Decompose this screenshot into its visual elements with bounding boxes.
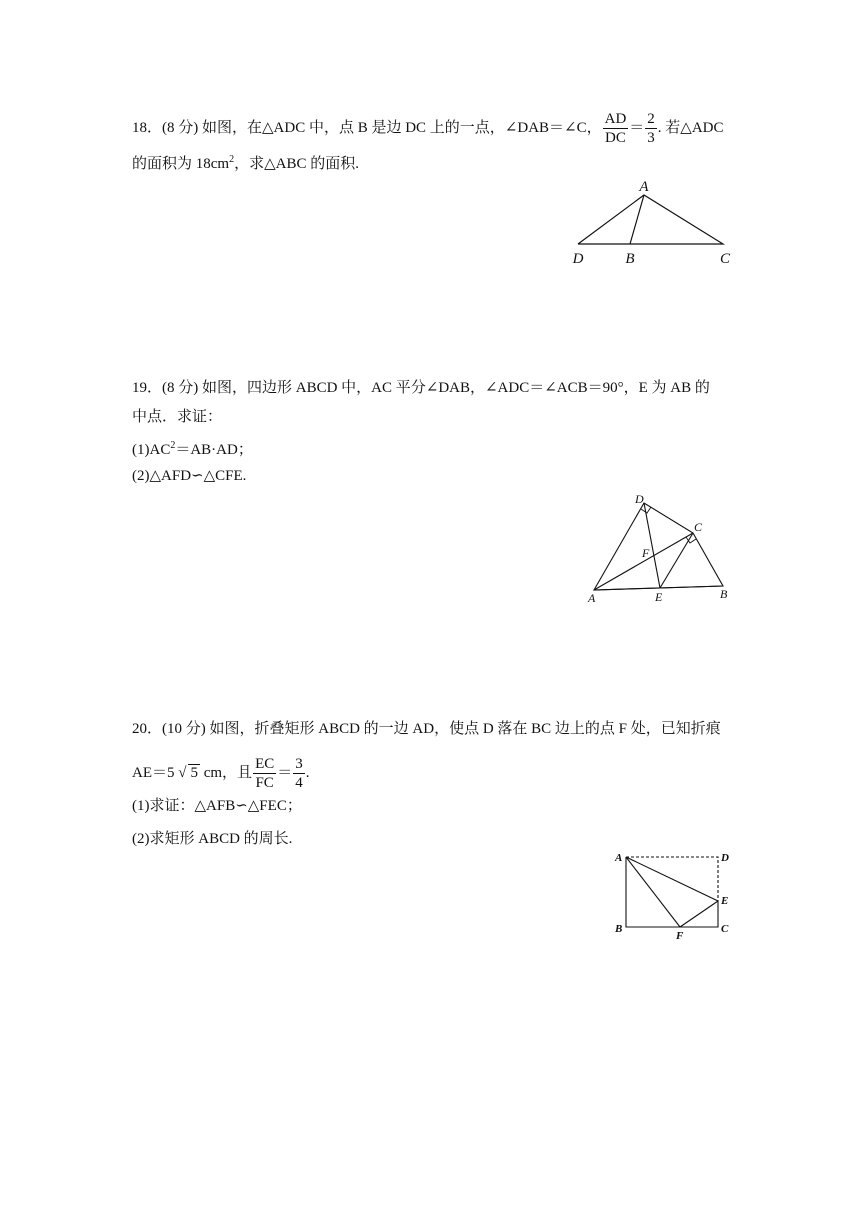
q20-fraction-ec-fc [253, 755, 276, 792]
q20-label-b: B [615, 923, 623, 935]
q19-label-e: E [655, 590, 663, 604]
q19-text-b: ＝AB·AD； [175, 442, 253, 458]
q20-line-2 [132, 755, 310, 792]
q18-label-a: A [639, 179, 649, 195]
q18-triangle-lines [578, 195, 723, 244]
q18-frac-num: AD [604, 111, 627, 127]
q19-text-a: (1)AC [132, 442, 171, 458]
q20-label-c: C [721, 923, 729, 935]
q19-label-c: C [694, 520, 703, 534]
q18-text-c: 的面积为 18cm [132, 156, 230, 172]
q18-fraction-ad-dc [603, 110, 629, 147]
q20-fraction-3-4 [293, 755, 305, 792]
q18-fraction-2-3 [645, 110, 657, 147]
q20-rectangle-figure [610, 848, 740, 943]
q20-eq: ＝ [277, 764, 293, 781]
q18-sup: 2 [229, 154, 235, 165]
q20-text-c: . [305, 764, 310, 781]
q18-frac2-den: 3 [647, 130, 655, 146]
q19-right-angle-d [641, 507, 651, 513]
q20-text-a: AE＝5 [132, 764, 175, 781]
q18-eq: ＝ [629, 119, 645, 136]
q19-line-3 [132, 435, 253, 461]
q19-label-a: A [588, 591, 596, 605]
q20-sqrt: √ 5 [178, 764, 198, 781]
q20-sqrt-radicand: 5 [190, 764, 198, 781]
q20-segment-fe [680, 901, 718, 927]
q18-frac2-num: 2 [647, 111, 655, 127]
q18-frac-den: DC [605, 130, 626, 146]
q18-text-a: 18．(8 分) 如图，在△ADC 中，点 B 是边 DC 上的一点，∠DAB＝∠C， [132, 119, 602, 136]
q20-label-f: F [676, 930, 684, 942]
q18-text-b: . 若△ADC [657, 119, 724, 136]
q19-label-f: F [642, 546, 650, 560]
q18-line-1 [132, 110, 724, 147]
q20-label-d: D [721, 852, 729, 864]
q18-label-c: C [719, 251, 731, 267]
q19-label-b: B [720, 587, 728, 601]
q20-line-4: (2)求矩形 ABCD 的周长. [132, 831, 293, 847]
q18-segment-ab [630, 195, 644, 244]
q19-sup: 2 [170, 440, 176, 451]
q19-quad-abcd [594, 503, 723, 590]
q19-line-1: 19．(8 分) 如图，四边形 ABCD 中，AC 平分∠DAB，∠ADC＝∠ACB＝90°，E 为 AB 的 [132, 380, 710, 396]
q19-quadrilateral-figure [580, 490, 740, 610]
q18-label-b: B [625, 251, 635, 267]
q18-label-d: D [572, 251, 584, 267]
q20-line-1: 20．(10 分) 如图，折叠矩形 ABCD 的一边 AD，使点 D 落在 BC 边上的点 F 处，已知折痕 [132, 721, 721, 737]
q20-line-3: (1)求证：△AFB∽△FEC； [132, 798, 302, 814]
q20-text-b: cm，且 [199, 764, 253, 781]
q19-diagonal-ac [594, 533, 693, 590]
q20-segment-af [626, 857, 680, 927]
q19-segment-ce [660, 533, 693, 588]
q20-frac-den: FC [255, 775, 274, 791]
q20-frac2-num: 3 [295, 756, 303, 772]
q19-line-2: 中点．求证： [132, 409, 223, 425]
q20-frac2-den: 4 [295, 775, 303, 791]
q20-frac-num: EC [255, 756, 275, 772]
q20-label-e: E [721, 895, 729, 907]
q19-label-d: D [635, 492, 644, 506]
q18-triangle-figure [560, 175, 740, 270]
q18-line-2 [132, 149, 359, 175]
q19-line-4: (2)△AFD∽△CFE. [132, 468, 247, 484]
q18-text-d: ，求△ABC 的面积. [234, 156, 359, 172]
q20-label-a: A [615, 852, 623, 864]
q20-crease-ae [626, 857, 718, 901]
